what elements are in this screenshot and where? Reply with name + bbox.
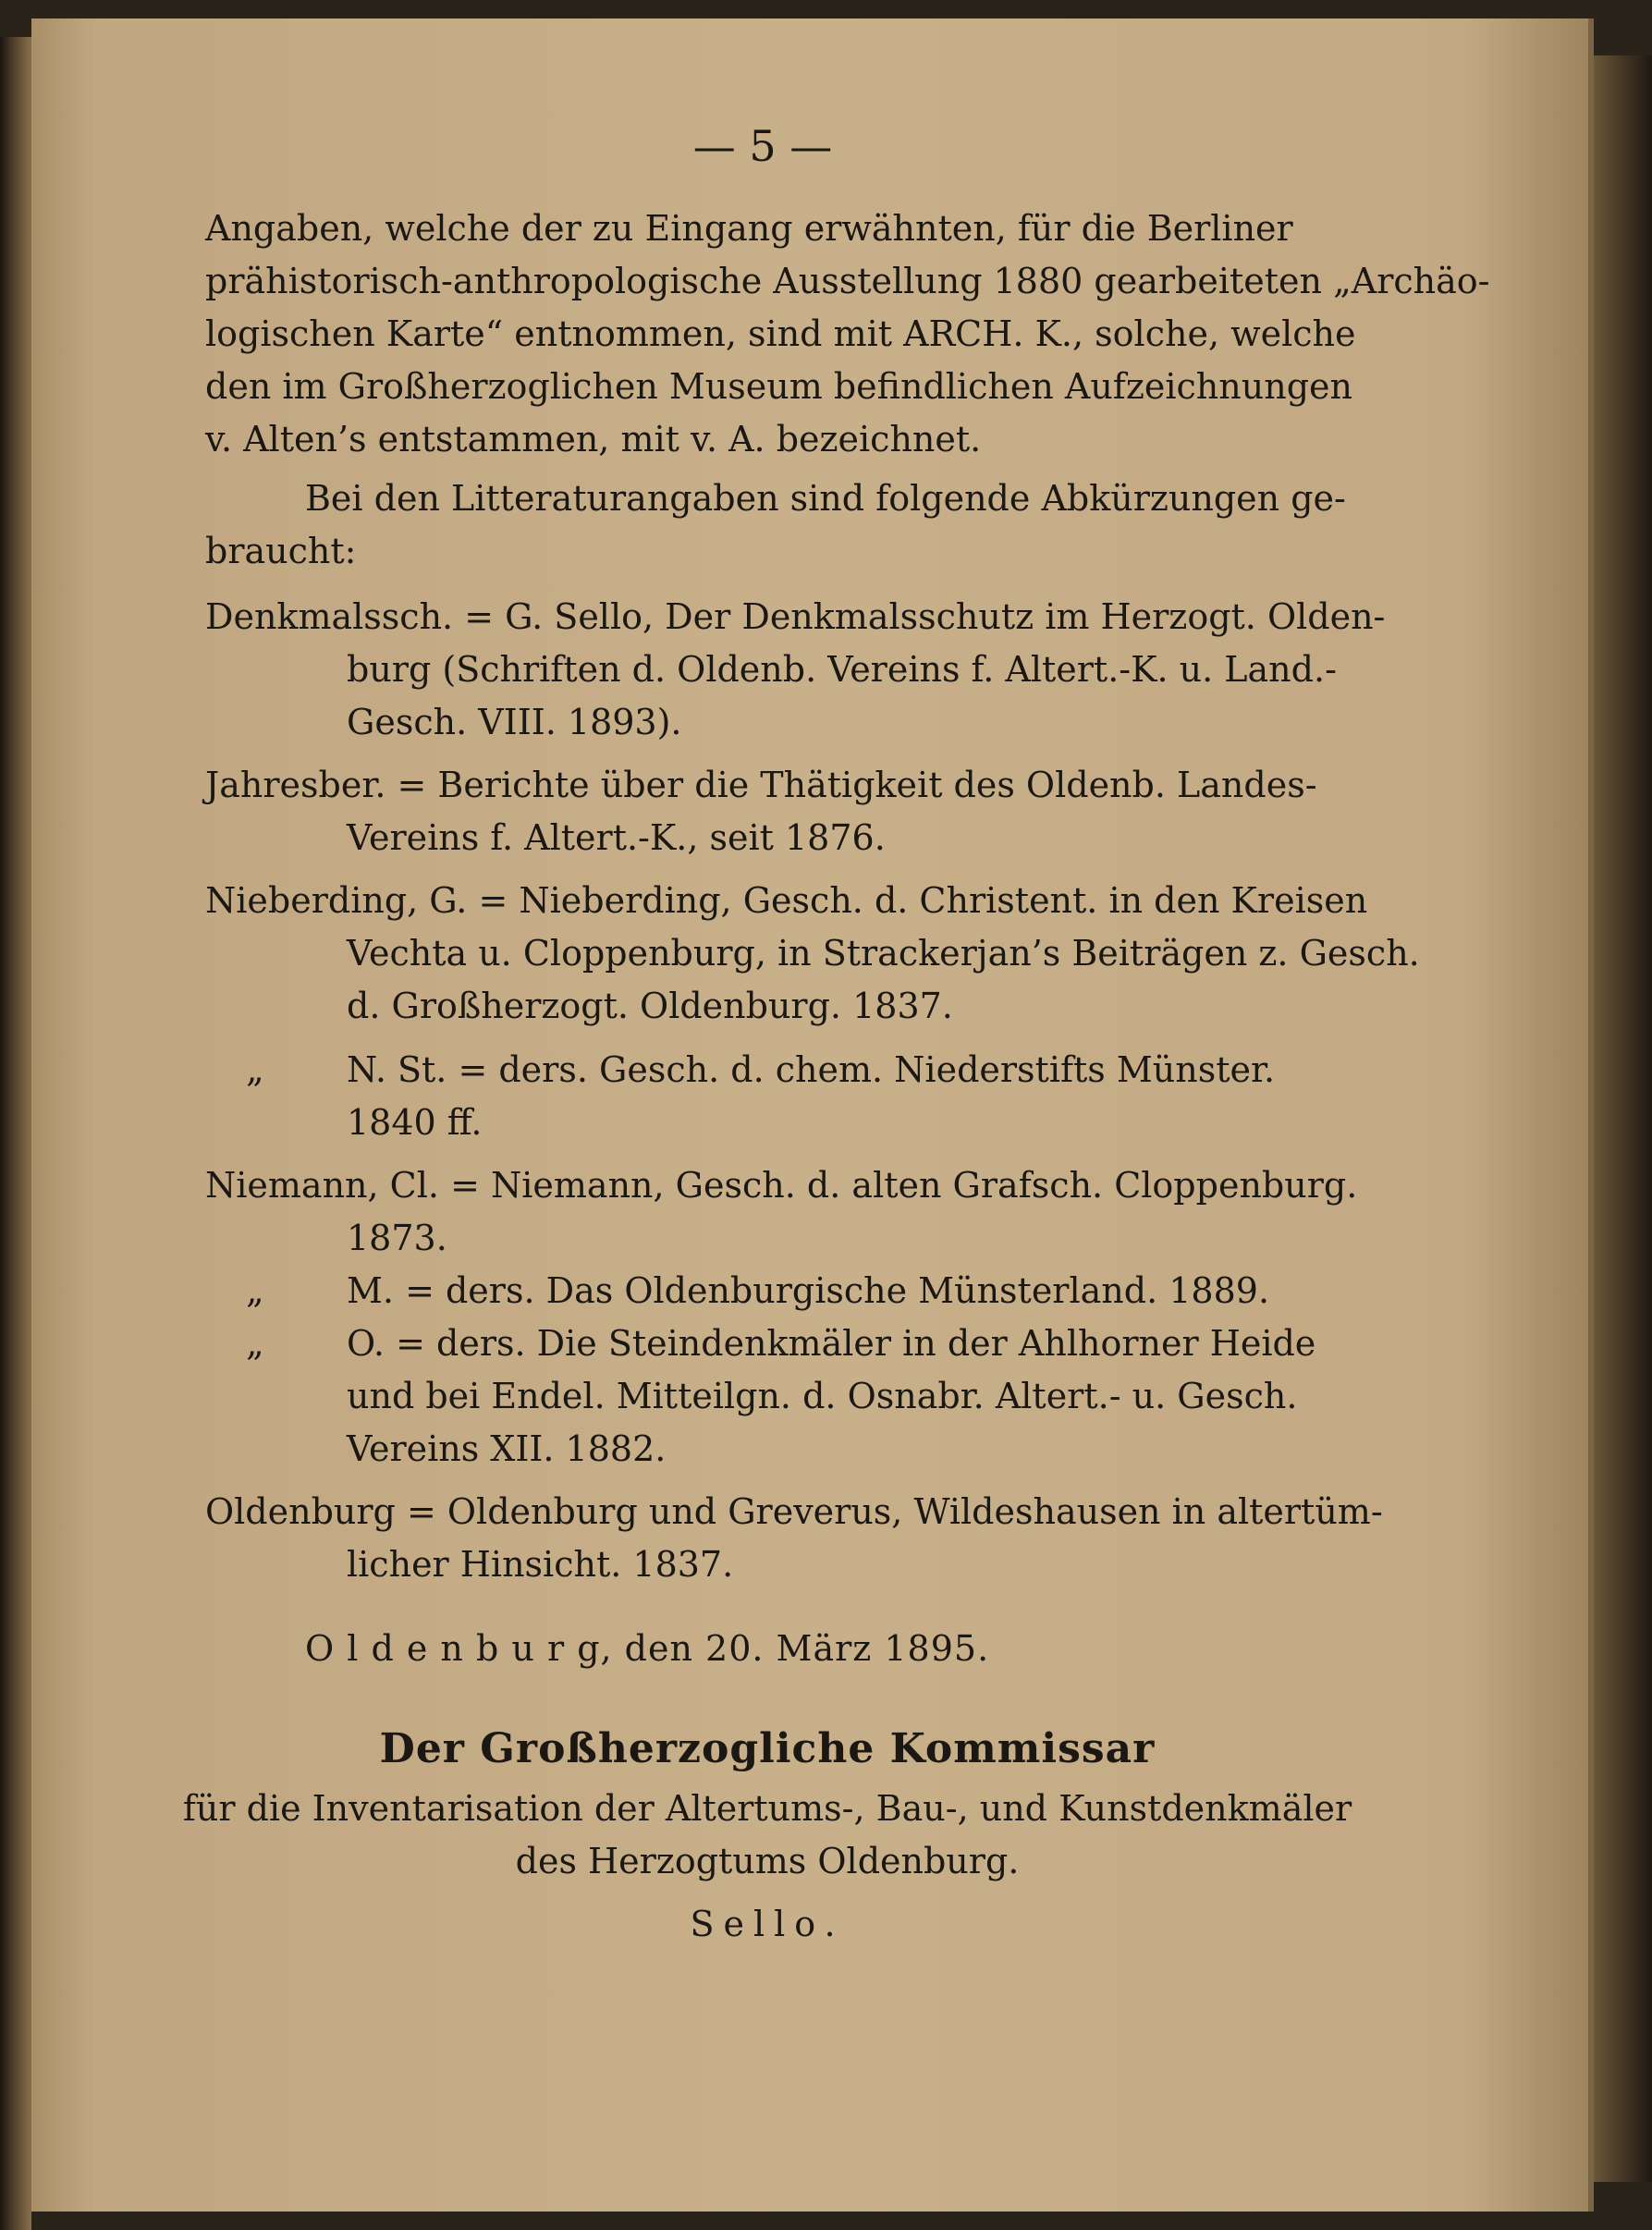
abbr-entry-line: Vereins XII. 1882.	[347, 1428, 667, 1469]
intro-line: prähistorisch-anthropologische Ausstellung 1880 gearbeiteten „Archäo-	[205, 261, 1490, 301]
abbr-intro-line: Bei den Litteraturangaben sind folgende Abkürzungen ge-	[305, 478, 1346, 519]
abbr-entry-line: M. = ders. Das Oldenburgische Münsterland. 1889.	[347, 1270, 1270, 1311]
abbr-entry-line: Gesch. VIII. 1893).	[347, 702, 682, 742]
signature-title: Der Großherzogliche Kommissar	[379, 1725, 1156, 1772]
intro-line: logischen Karte“ entnommen, sind mit ARCH. K., solche, welche	[205, 313, 1356, 354]
signature-line: für die Inventarisation der Altertums-, Bau-, und Kunstdenkmäler	[182, 1788, 1352, 1829]
abbr-entry-line: d. Großherzogt. Oldenburg. 1837.	[347, 986, 953, 1026]
date-line: O l d e n b u r g, den 20. März 1895.	[305, 1628, 990, 1669]
ditto-mark: „	[246, 1323, 264, 1364]
abbr-entry-line: 1873.	[347, 1218, 447, 1258]
abbr-entry-line: licher Hinsicht. 1837.	[347, 1544, 734, 1585]
abbr-entry-line: Jahresber. = Berichte über die Thätigkeit des Oldenb. Landes-	[205, 765, 1317, 805]
page-number: — 5 —	[692, 121, 833, 171]
abbr-entry-line: 1840 ff.	[347, 1102, 483, 1143]
abbr-entry-line: N. St. = ders. Gesch. d. chem. Niederstifts Münster.	[347, 1049, 1276, 1090]
abbr-entry-line: und bei Endel. Mitteilgn. d. Osnabr. Altert.- u. Gesch.	[347, 1376, 1298, 1416]
signature-line: des Herzogtums Oldenburg.	[515, 1841, 1020, 1881]
abbr-entry-line: Vechta u. Cloppenburg, in Strackerjan’s Beiträgen z. Gesch.	[347, 933, 1420, 974]
abbr-entry-line: Oldenburg = Oldenburg und Greverus, Wildeshausen in altertüm-	[205, 1491, 1383, 1532]
abbr-entry-line: Denkmalssch. = G. Sello, Der Denkmalsschutz im Herzogt. Olden-	[205, 596, 1386, 637]
abbr-entry-line: O. = ders. Die Steindenkmäler in der Ahlhorner Heide	[347, 1323, 1316, 1364]
intro-line: den im Großherzoglichen Museum befindlichen Aufzeichnungen	[205, 366, 1352, 407]
intro-line: Angaben, welche der zu Eingang erwähnten, für die Berliner	[205, 208, 1293, 249]
ditto-mark: „	[246, 1049, 264, 1090]
abbr-entry-line: Niemann, Cl. = Niemann, Gesch. d. alten Grafsch. Cloppenburg.	[205, 1165, 1358, 1206]
abbr-intro-line: braucht:	[205, 531, 357, 571]
page-edge-shadow	[1594, 55, 1652, 2182]
abbr-entry-line: burg (Schriften d. Oldenb. Vereins f. Altert.-K. u. Land.-	[347, 649, 1337, 690]
binding-edge	[0, 37, 31, 2230]
abbr-entry-line: Vereins f. Altert.-K., seit 1876.	[347, 817, 886, 858]
ditto-mark: „	[246, 1270, 264, 1311]
signature-name: Sello.	[690, 1904, 845, 1944]
abbr-entry-line: Nieberding, G. = Nieberding, Gesch. d. Christent. in den Kreisen	[205, 880, 1368, 921]
intro-line: v. Alten’s entstammen, mit v. A. bezeichnet.	[205, 419, 982, 459]
